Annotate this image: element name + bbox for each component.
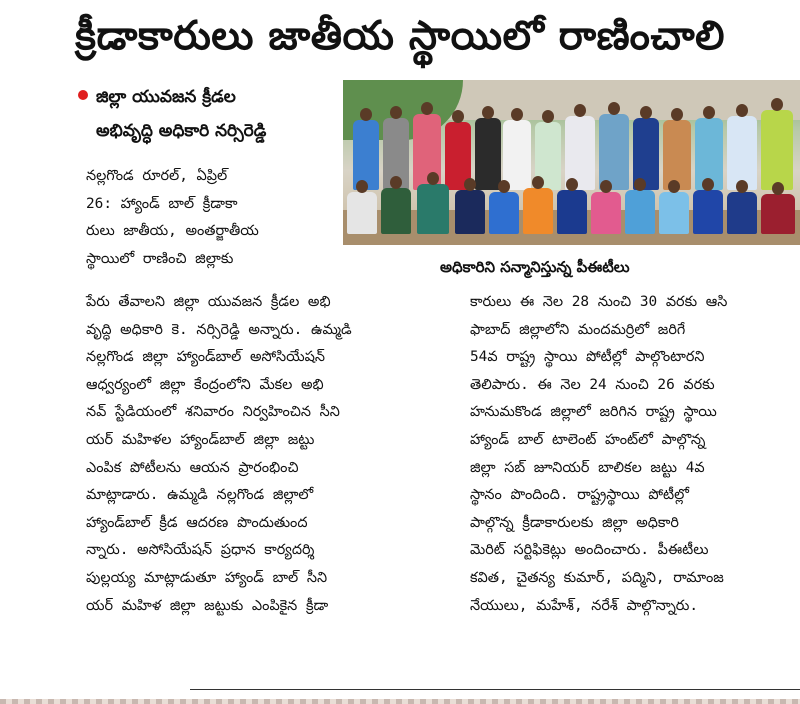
text-line: ఫాబాద్ జిల్లాలోని మందమర్రిలో జరిగే <box>470 321 686 338</box>
text-line: జిల్లా సబ్ జూనియర్ బాలికల జట్టు 4వ <box>470 459 705 476</box>
text-line: 26: హ్యాండ్ బాల్ క్రీడాకా <box>86 195 238 212</box>
text-line: స్థానం పొందింది. రాష్ట్రస్థాయి పోటీల్లో <box>470 487 689 504</box>
photo-person <box>417 184 449 234</box>
article-headline: క్రీడాకారులు జాతీయ స్థాయిలో రాణించాలి <box>75 13 725 59</box>
text-line: న్నారు. అసోసియేషన్ ప్రధాన కార్యదర్శి <box>86 542 315 559</box>
photo-person <box>489 192 519 234</box>
photo-person <box>659 192 689 234</box>
text-line: కవిత, చైతన్య కుమార్, పద్మిని, రామాంజ <box>470 569 724 586</box>
bottom-border <box>0 699 800 704</box>
photo-person <box>761 194 795 234</box>
photo-person <box>475 118 501 190</box>
photo-person <box>625 190 655 234</box>
text-line: కారులు ఈ నెల 28 నుంచి 30 వరకు ఆసి <box>470 294 728 310</box>
text-line: నవ్ స్టేడియంలో శనివారం నిర్వహించిన సీని <box>86 404 340 421</box>
text-line: వృద్ధి అధికారి కె. నర్సిరెడ్డి అన్నారు. ఉమ్మడి <box>86 321 352 338</box>
text-line: స్థాయిలో రాణించి జిల్లాకు <box>86 250 234 267</box>
text-line: పేరు తేవాలని జిల్లా యువజన క్రీడల అభి <box>86 294 331 310</box>
text-line: నల్లగొండ జిల్లా హ్యాండ్‌బాల్ అసోసియేషన్ <box>86 349 325 366</box>
photo-person <box>557 190 587 234</box>
text-line: మాట్లాడారు. ఉమ్మడి నల్లగొండ జిల్లాలో <box>86 487 314 504</box>
text-line: ఎంపిక పోటీలను ఆయన ప్రారంభించి <box>86 459 299 476</box>
photo-person <box>381 188 411 234</box>
text-line: మెరిట్ సర్టిఫికెట్లు అందించారు. పీఈటీలు <box>470 542 709 559</box>
text-line: యర్ మహిళ జిల్లా జట్టుకు ఎంపికైన క్రీడా <box>86 597 329 614</box>
text-line: నేయులు, మహేశ్, నరేశ్ పాల్గొన్నారు. <box>470 597 698 614</box>
text-line: తెలిపారు. ఈ నెల 24 నుంచి 26 వరకు <box>470 376 715 393</box>
text-line: ఆధ్వర్యంలో జిల్లా కేంద్రంలోని మేకల అభి <box>86 376 324 393</box>
left-column-text <box>86 289 352 620</box>
photo-person <box>353 120 379 190</box>
text-line: రులు జాతీయ, అంతర్జాతీయ <box>86 223 259 240</box>
byline-line-1: జిల్లా యువజన క్రీడల <box>96 87 236 107</box>
photo-person <box>761 110 793 190</box>
text-line: హ్యాండ్‌బాల్ క్రీడ ఆదరణ పొందుతుంద <box>86 514 308 531</box>
divider-rule <box>190 689 800 690</box>
text-line: పుల్లయ్య మాట్లాడుతూ హ్యాండ్ బాల్ సీని <box>86 569 328 586</box>
photo-person <box>599 114 629 190</box>
photo-person <box>663 120 691 190</box>
text-line: హ్యాండ్ బాల్ టాలెంట్ హంట్‌లో పాల్గొన్న <box>470 431 706 448</box>
photo-person <box>503 120 531 190</box>
photo-caption: అధికారిని సన్మానిస్తున్న పీఈటీలు <box>440 258 630 276</box>
right-column-text <box>470 289 727 620</box>
news-photo <box>343 80 800 245</box>
red-bullet-icon <box>78 90 88 100</box>
photo-person <box>727 192 757 234</box>
photo-person <box>591 192 621 234</box>
text-line: యర్ మహిళల హ్యాండ్‌బాల్ జిల్లా జట్టు <box>86 431 315 448</box>
photo-person <box>523 188 553 234</box>
article-byline <box>78 80 340 148</box>
photo-person <box>455 190 485 234</box>
byline-line-2: అభివృద్ధి అధికారి నర్సిరెడ్డి <box>96 121 267 141</box>
photo-person <box>347 192 377 234</box>
text-line: పాల్గొన్న క్రీడాకారులకు జిల్లా అధికారి <box>470 514 679 531</box>
text-line: హనుమకొండ జిల్లాలో జరిగిన రాష్ట్ర స్థాయి <box>470 404 717 421</box>
photo-person <box>727 116 757 190</box>
photo-person <box>693 190 723 234</box>
intro-paragraph <box>86 163 259 273</box>
text-line: 54వ రాష్ట్ర స్థాయి పోటీల్లో పాల్గొంటారని <box>470 349 705 366</box>
text-line: నల్లగొండ రూరల్, ఏప్రిల్ <box>86 168 228 184</box>
